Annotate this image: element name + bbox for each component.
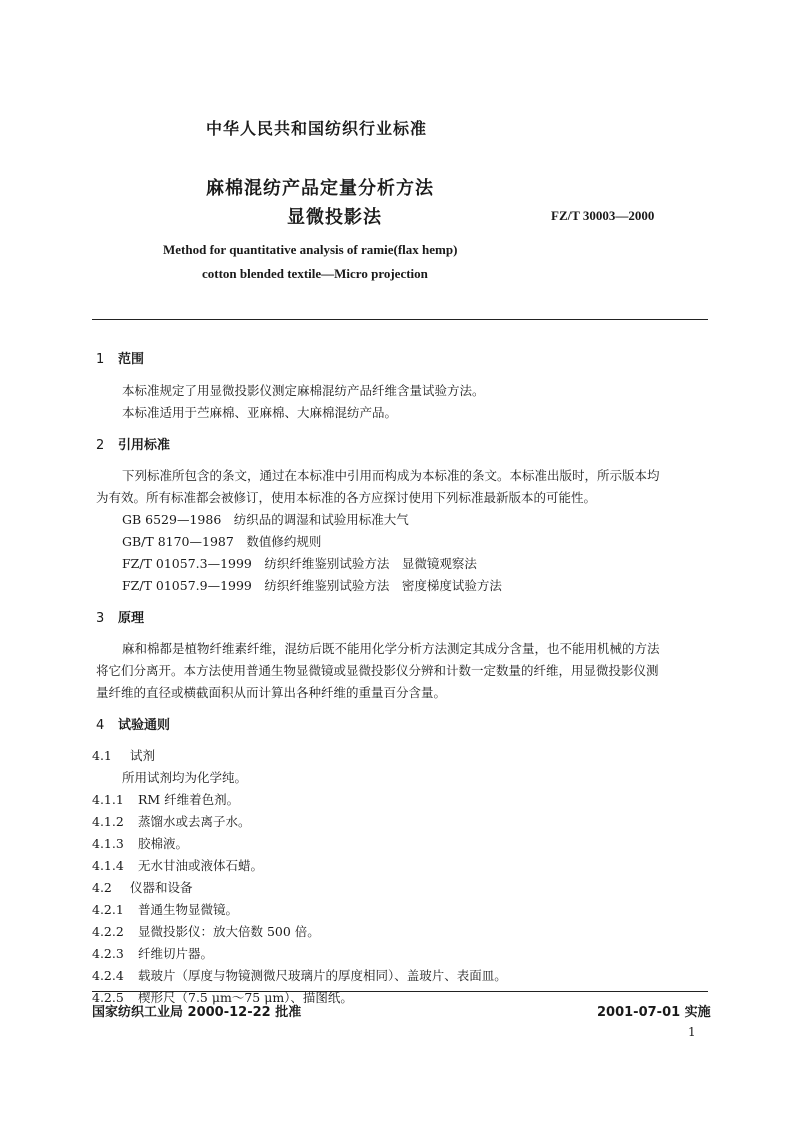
clause-number: 4.1.4: [92, 858, 124, 873]
clause: [92, 900, 238, 918]
clause-number: 4.2.5: [92, 990, 124, 1005]
paragraph: 本标准规定了用显微投影仪测定麻棉混纺产品纤维含量试验方法。: [122, 383, 485, 398]
clause: [92, 966, 507, 984]
reference-name: 数值修约规则: [246, 534, 322, 549]
footer-divider: [92, 991, 708, 992]
clause: [92, 834, 188, 852]
reference-code: FZ/T 01057.3—1999: [122, 556, 252, 571]
section-number: 4: [96, 718, 105, 733]
clause-number: 4.2.4: [92, 968, 124, 983]
clause-number: 4.2: [92, 880, 112, 895]
paragraph: 将它们分离开。本方法使用普通生物显微镜或显微投影仪分辨和计数一定数量的纤维，用显微投影仪测: [96, 663, 659, 678]
standard-number: FZ/T 30003—2000: [551, 208, 655, 223]
document-subtitle: 显微投影法: [287, 207, 382, 228]
reference-name: 纺织品的调湿和试验用标准大气: [233, 512, 409, 527]
clause-number: 4.1: [92, 748, 112, 763]
reference-item: [122, 510, 409, 528]
section-title: 试验通则: [118, 718, 171, 733]
clause-text: 无水甘油或液体石蜡。: [138, 858, 264, 873]
clause: [92, 922, 320, 940]
clause-text: 蒸馏水或去离子水。: [138, 814, 251, 829]
clause-text: 所用试剂均为化学纯。: [122, 770, 248, 785]
clause: [92, 812, 251, 830]
english-title-line1: Method for quantitative analysis of ramie(flax hemp): [163, 242, 458, 257]
section-title: 范围: [118, 352, 145, 367]
clause-text: 仪器和设备: [130, 880, 193, 895]
section-number: 1: [96, 352, 105, 367]
clause: [92, 746, 155, 764]
reference-item: [122, 554, 477, 572]
clause-text: 楔形尺（7.5 μm～75 μm）、描图纸。: [138, 990, 353, 1005]
clause-text: 胶棉液。: [138, 836, 189, 851]
reference-code: GB/T 8170—1987: [122, 534, 234, 549]
section-2-heading: [96, 434, 170, 453]
reference-code: GB 6529—1986: [122, 512, 222, 527]
section-number: 2: [96, 438, 105, 453]
reference-item: [122, 576, 502, 594]
clause-text: RM 纤维着色剂。: [138, 792, 240, 807]
clause-number: 4.1.1: [92, 792, 124, 807]
reference-name: 纺织纤维鉴别试验方法 显微镜观察法: [264, 556, 477, 571]
clause: [92, 944, 213, 962]
section-3-heading: [96, 607, 144, 626]
approval-line: 国家纺织工业局 2000-12-22 批准: [92, 1005, 302, 1020]
clause: [92, 856, 263, 874]
implementation-date: 2001-07-01 实施: [597, 1005, 711, 1020]
clause-text: 普通生物显微镜。: [138, 902, 239, 917]
header-divider: [92, 319, 708, 320]
clause: [92, 878, 193, 896]
clause-text: 纤维切片器。: [138, 946, 214, 961]
paragraph: 下列标准所包含的条文，通过在本标准中引用而构成为本标准的条文。本标准出版时，所示版本均: [122, 468, 660, 483]
section-title: 引用标准: [118, 438, 171, 453]
clause-number: 4.2.2: [92, 924, 124, 939]
reference-code: FZ/T 01057.9—1999: [122, 578, 252, 593]
clause-number: 4.1.3: [92, 836, 124, 851]
clause-text: 显微投影仪：放大倍数 500 倍。: [138, 924, 320, 939]
clause-number: 4.1.2: [92, 814, 124, 829]
section-number: 3: [96, 611, 105, 626]
paragraph: 本标准适用于苎麻棉、亚麻棉、大麻棉混纺产品。: [122, 405, 398, 420]
clause-text: 载玻片（厚度与物镜测微尺玻璃片的厚度相同）、盖玻片、表面皿。: [138, 968, 507, 983]
page-number: 1: [688, 1025, 696, 1039]
clause-text: 试剂: [130, 748, 156, 763]
document-title: 麻棉混纺产品定量分析方法: [206, 178, 434, 199]
clause-number: 4.2.3: [92, 946, 124, 961]
paragraph: 麻和棉都是植物纤维素纤维，混纺后既不能用化学分析方法测定其成分含量，也不能用机械的方法: [122, 641, 660, 656]
section-title: 原理: [118, 611, 145, 626]
issuing-body: 中华人民共和国纺织行业标准: [206, 119, 428, 138]
reference-item: [122, 532, 321, 550]
paragraph: 量纤维的直径或横截面积从而计算出各种纤维的重量百分含量。: [96, 685, 447, 700]
clause-number: 4.2.1: [92, 902, 124, 917]
english-title-line2: cotton blended textile—Micro projection: [202, 266, 428, 281]
paragraph: 为有效。所有标准都会被修订，使用本标准的各方应探讨使用下列标准最新版本的可能性。: [96, 490, 597, 505]
clause: [92, 790, 239, 808]
reference-name: 纺织纤维鉴别试验方法 密度梯度试验方法: [264, 578, 502, 593]
section-4-heading: [96, 714, 170, 733]
section-1-heading: [96, 348, 144, 367]
